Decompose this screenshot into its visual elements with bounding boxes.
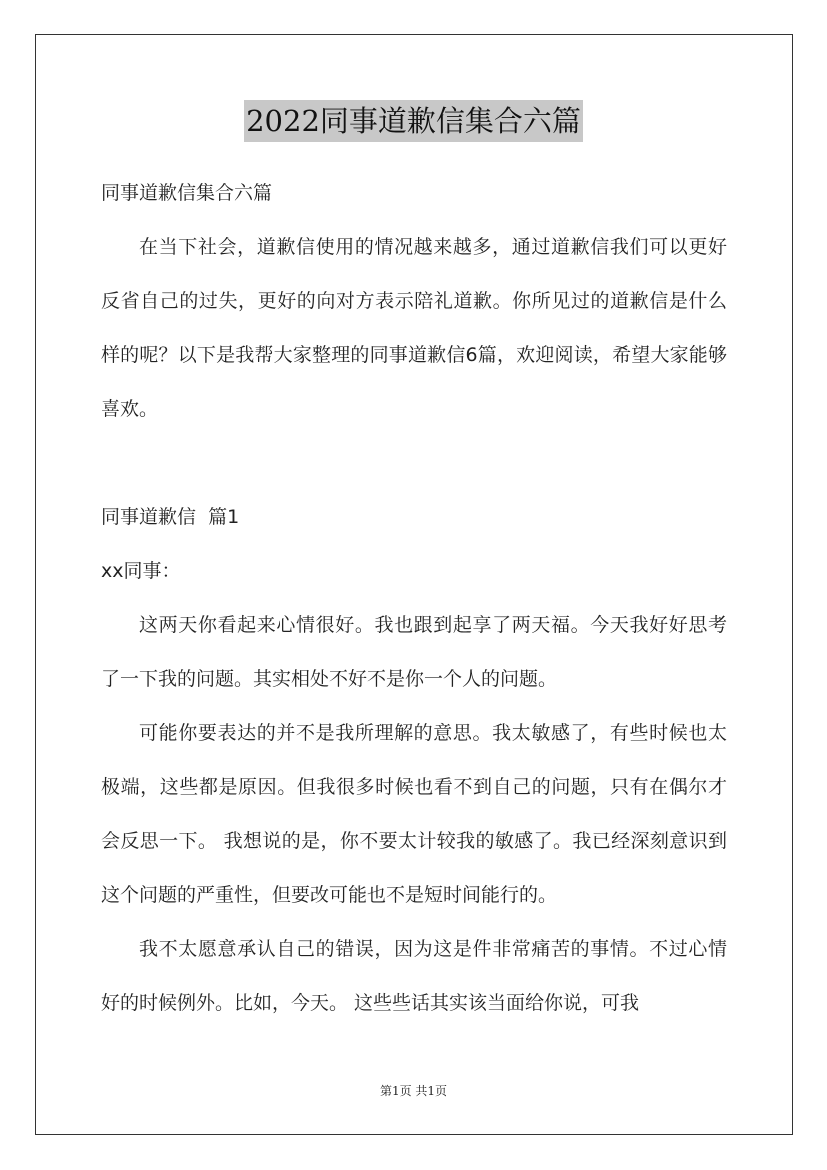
title-container	[0, 100, 827, 142]
section-spacer	[101, 436, 727, 490]
document-subtitle: 同事道歉信集合六篇	[101, 182, 273, 204]
page-footer: 第1页 共1页	[379, 1084, 448, 1098]
salutation: xx同事：	[101, 560, 181, 582]
intro-paragraph: 在当下社会，道歉信使用的情况越来越多，通过道歉信我们可以更好反省自己的过失，更好的向对方表示陪礼道歉。你所见过的道歉信是什么样的呢？以下是我帮大家整理的同事道歉信6篇，欢迎阅读，希望大家能够喜欢。	[101, 236, 727, 420]
body-paragraph: 可能你要表达的并不是我所理解的意思。我太敏感了，有些时候也太极端，这些都是原因。但我很多时候也看不到自己的问题，只有在偶尔才会反思一下。 我想说的是，你不要太计较我的敏感了。我已经深刻意识到这个问题的严重性，但要改可能也不是短时间能行的。	[101, 722, 727, 906]
document-body	[101, 166, 727, 1030]
body-paragraph: 我不太愿意承认自己的错误，因为这是件非常痛苦的事情。不过心情好的时候例外。比如，今天。 这些些话其实该当面给你说，可我	[101, 938, 727, 1014]
document-title: 2022同事道歉信集合六篇	[244, 100, 583, 142]
section-heading: 同事道歉信 篇1	[101, 506, 240, 528]
body-paragraph: 这两天你看起来心情很好。我也跟到起享了两天福。今天我好好思考了一下我的问题。其实相处不好不是你一个人的问题。	[101, 614, 727, 690]
